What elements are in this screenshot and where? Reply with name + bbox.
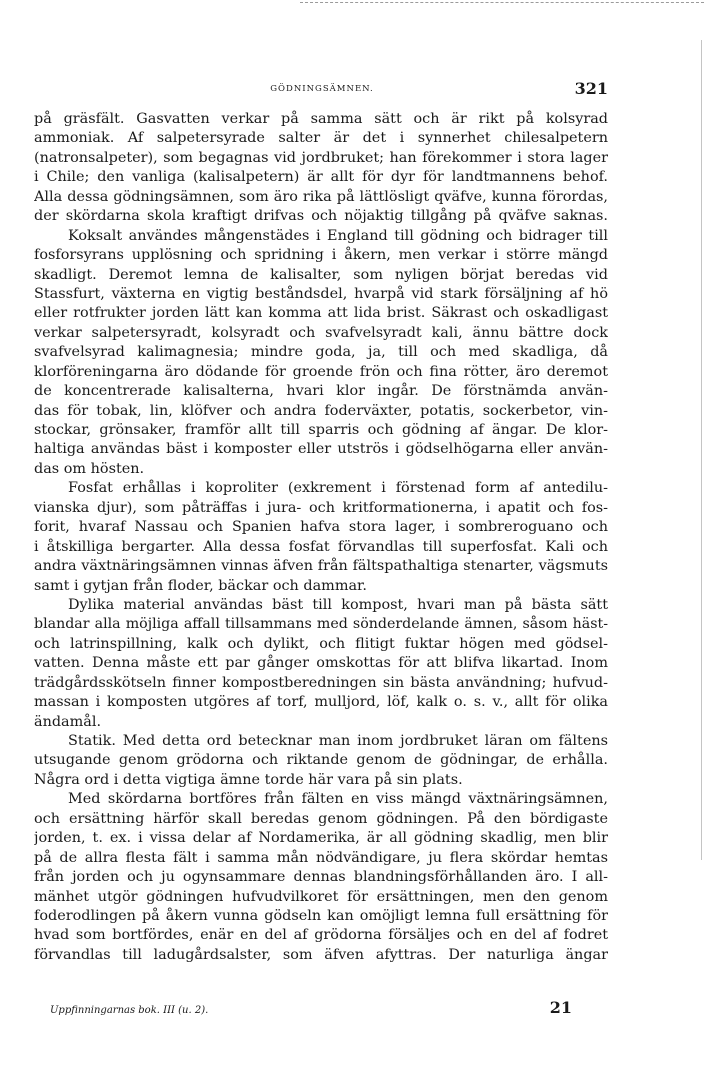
top-edge-rule xyxy=(300,2,704,3)
text-line: andra växtnäringsämnen vinnas äfven från fältspathaltiga stenarter, vägsmuts xyxy=(34,558,608,575)
text-line: förvandlas till ladugårdsalster, som äfven afyttras. Der naturliga ängar xyxy=(34,946,608,963)
text-line: vatten. Denna måste ett par gånger omskottas för att blifva likartad. Inom xyxy=(34,655,608,672)
text-line: i åtskilliga bergarter. Alla dessa fosfat förvandlas till superfosfat. Kali och xyxy=(34,538,608,555)
running-title: GÖDNINGSÄMNEN. xyxy=(270,84,374,94)
text-line: hvad som bortfördes, enär en del af grödorna försäljes och en del af fodret xyxy=(34,927,608,944)
text-line: och ersättning härför skall beredas genom gödningen. På den bördigaste xyxy=(34,810,608,827)
text-line: svafvelsyrad kalimagnesia; mindre goda, ja, till och med skadliga, då xyxy=(34,344,608,361)
right-page-edge xyxy=(701,40,702,860)
text-line: haltiga användas bäst i komposter eller utströs i gödselhögarna eller använ- xyxy=(34,441,608,458)
text-line: i Chile; den vanliga (kalisalpetern) är allt för dyr för landtmannens behof. xyxy=(34,169,608,186)
text-line: verkar salpetersyradt, kolsyradt och svafvelsyradt kali, ännu bättre dock xyxy=(34,324,608,341)
text-line: Statik. Med detta ord betecknar man inom jordbruket läran om fältens xyxy=(68,733,608,749)
text-line: massan i komposten utgöres af torf, mulljord, löf, kalk o. s. v., allt för olika xyxy=(34,694,608,711)
text-line: ammoniak. Af salpetersyrade salter är det i synnerhet chilesalpetern xyxy=(34,130,608,147)
text-line: foderodlingen på åkern vunna gödseln kan omöjligt lemna full ersättning för xyxy=(34,907,608,924)
text-line: Stassfurt, växterna en vigtig beståndsdel, hvarpå vid stark försäljning af hö xyxy=(34,285,608,302)
text-line: stockar, grönsaker, framför allt till sparris och gödning af ängar. De klor- xyxy=(34,422,608,438)
text-line: på de allra flesta fält i samma mån nödvändigare, ju flera skördar hemtas xyxy=(34,849,608,866)
text-line: forit, hvaraf Nassau och Spanien hafva stora lager, i sombreroguano och xyxy=(34,519,608,536)
text-line: och latrinspillning, kalk och dylikt, och flitigt fuktar högen med gödsel- xyxy=(34,635,608,652)
text-line: på gräsfält. Gasvatten verkar på samma sätt och är rikt på kolsyrad xyxy=(34,111,608,127)
text-line: blandar alla möjliga affall tillsammans med sönderdelande ämnen, såsom häst- xyxy=(34,616,608,633)
text-line: ändamål. xyxy=(34,713,102,730)
text-line: der skördarna skola kraftigt drifvas och nöjaktig tillgång på qväfve saknas. xyxy=(34,208,608,225)
text-line: de koncentrerade kalisalterna, hvari klor ingår. De förstnämda använ- xyxy=(34,383,608,400)
text-line: skadligt. Deremot lemna de kalisalter, som nyligen börjat beredas vid xyxy=(34,266,608,283)
text-line: trädgårdsskötseln finner kompostberedningen sin bästa användning; hufvud- xyxy=(34,674,608,691)
text-line: das för tobak, lin, klöfver och andra foderväxter, potatis, sockerbetor, vin- xyxy=(34,402,608,419)
running-header xyxy=(36,79,608,101)
text-line: utsugande genom grödorna och riktande genom de gödningar, de erhålla. xyxy=(34,752,608,769)
text-line: (natronsalpeter), som begagnas vid jordbruket; han förekommer i stora lager xyxy=(34,149,608,166)
signature-mark: Uppfinningarnas bok. III (u. 2). xyxy=(50,1005,209,1016)
sheet-number: 21 xyxy=(549,998,572,1017)
text-line: Några ord i detta vigtiga ämne torde här vara på sin plats. xyxy=(34,771,463,788)
text-line: mänhet utgör gödningen hufvudvilkoret för ersättningen, men den genom xyxy=(34,888,608,905)
text-line: klorföreningarna äro dödande för groende frön och fina rötter, äro deremot xyxy=(34,363,608,380)
text-line: eller rotfrukter jorden lätt kan komma att lida brist. Säkrast och oskadligast xyxy=(34,305,608,322)
text-line: Alla dessa gödningsämnen, som äro rika på lättlösligt qväfve, kunna förordas, xyxy=(34,188,608,205)
text-line: samt i gytjan från floder, bäckar och dammar. xyxy=(34,577,367,594)
text-line: Koksalt användes mångenstädes i England till gödning och bidrager till xyxy=(68,227,608,244)
text-line: das om hösten. xyxy=(34,460,145,477)
text-line: Med skördarna bortföres från fälten en viss mängd växtnäringsämnen, xyxy=(68,791,608,808)
page-number: 321 xyxy=(574,79,608,98)
text-line: vianska djur), som påträffas i jura- och kritformationerna, i apatit och fos- xyxy=(34,499,608,516)
text-line: Dylika material användas bäst till kompost, hvari man på bästa sätt xyxy=(68,596,608,613)
body-text xyxy=(34,110,608,965)
text-line: Fosfat erhållas i koproliter (exkrement i förstenad form af antedilu- xyxy=(68,480,608,497)
page-footer xyxy=(50,998,572,1022)
text-line: fosforsyrans upplösning och spridning i åkern, men verkar i större mängd xyxy=(34,247,608,264)
text-line: från jorden och ju ogynsammare dennas blandningsförhållanden äro. I all- xyxy=(34,869,608,886)
text-line: jorden, t. ex. i vissa delar af Nordamerika, är all gödning skadlig, men blir xyxy=(34,830,608,847)
